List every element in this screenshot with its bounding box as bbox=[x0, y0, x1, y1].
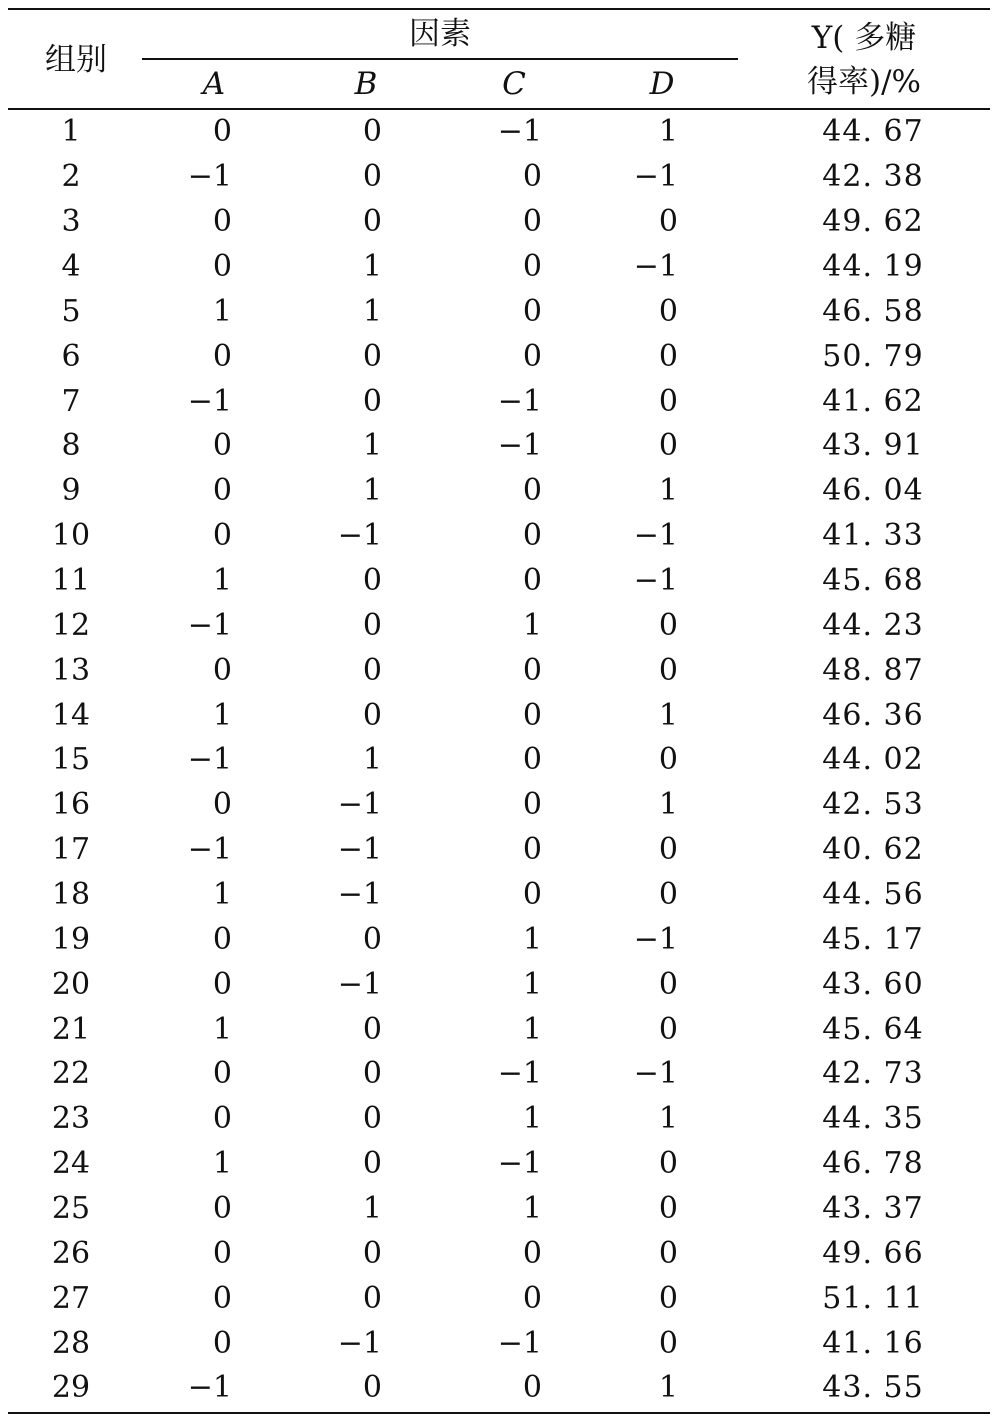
cell-factor-c: 1 bbox=[522, 607, 542, 643]
cell-factor-c: 1 bbox=[522, 966, 542, 1002]
table-row bbox=[8, 514, 990, 559]
cell-factor-c: −1 bbox=[497, 1146, 542, 1182]
cell-group: 22 bbox=[51, 1056, 91, 1092]
cell-factor-c: 0 bbox=[522, 249, 542, 284]
cell-group: 13 bbox=[51, 652, 91, 688]
cell-factor-c: 0 bbox=[522, 1235, 542, 1271]
cell-yield: 46. 36 bbox=[822, 697, 924, 733]
cell-factor-a: 1 bbox=[212, 697, 232, 733]
cell-group: 5 bbox=[61, 293, 81, 329]
header-factors: 因素 bbox=[409, 16, 471, 52]
cell-yield: 43. 37 bbox=[822, 1191, 924, 1227]
header-group: 组别 bbox=[45, 42, 107, 78]
cell-factor-b: 1 bbox=[362, 293, 382, 329]
cell-factor-a: 1 bbox=[212, 293, 232, 329]
cell-factor-a: 0 bbox=[212, 204, 232, 240]
table-body bbox=[8, 110, 990, 1411]
cell-factor-d: 1 bbox=[658, 697, 678, 733]
cell-factor-b: 1 bbox=[362, 249, 382, 284]
cell-yield: 49. 66 bbox=[822, 1235, 924, 1271]
cell-factor-d: 0 bbox=[658, 1191, 678, 1227]
header-factor-a: A bbox=[202, 66, 226, 102]
cell-factor-c: 0 bbox=[522, 742, 542, 778]
cell-group: 16 bbox=[51, 787, 91, 823]
cell-yield: 41. 33 bbox=[822, 518, 924, 554]
cell-factor-b: −1 bbox=[337, 966, 382, 1002]
cell-factor-b: 1 bbox=[362, 428, 382, 464]
cell-factor-a: 0 bbox=[212, 1325, 232, 1361]
cell-factor-b: 1 bbox=[362, 473, 382, 509]
cell-yield: 45. 68 bbox=[822, 563, 924, 599]
cell-factor-d: 1 bbox=[658, 473, 678, 509]
cell-factor-a: 0 bbox=[212, 1280, 232, 1316]
cell-group: 17 bbox=[51, 832, 91, 868]
cell-factor-a: 0 bbox=[212, 428, 232, 464]
cell-factor-b: 1 bbox=[362, 742, 382, 778]
cell-factor-b: −1 bbox=[337, 832, 382, 868]
cell-factor-c: 0 bbox=[522, 518, 542, 554]
cell-factor-b: 0 bbox=[362, 1101, 382, 1137]
cell-yield: 43. 91 bbox=[822, 428, 924, 464]
cell-yield: 44. 23 bbox=[822, 607, 924, 643]
cell-yield: 41. 16 bbox=[822, 1325, 924, 1361]
cell-factor-a: −1 bbox=[187, 383, 232, 419]
cell-factor-d: −1 bbox=[633, 249, 678, 284]
cell-factor-c: 0 bbox=[522, 652, 542, 688]
cell-group: 19 bbox=[51, 921, 91, 957]
cell-group: 9 bbox=[61, 473, 81, 509]
cell-factor-a: 0 bbox=[212, 652, 232, 688]
cell-factor-a: 0 bbox=[212, 1056, 232, 1092]
table-row bbox=[8, 917, 990, 962]
table-row bbox=[8, 1321, 990, 1366]
table-row bbox=[8, 1142, 990, 1187]
cell-yield: 48. 87 bbox=[822, 652, 924, 688]
cell-group: 10 bbox=[51, 518, 91, 554]
cell-factor-b: 0 bbox=[362, 607, 382, 643]
cell-factor-d: 0 bbox=[658, 607, 678, 643]
cell-group: 11 bbox=[51, 563, 91, 599]
cell-factor-b: 0 bbox=[362, 1235, 382, 1271]
cell-group: 24 bbox=[51, 1146, 91, 1182]
cell-group: 20 bbox=[51, 966, 91, 1002]
cell-yield: 49. 62 bbox=[822, 204, 924, 240]
cell-yield: 44. 19 bbox=[822, 249, 924, 284]
cell-factor-d: 0 bbox=[658, 652, 678, 688]
cell-factor-b: −1 bbox=[337, 518, 382, 554]
table-row bbox=[8, 603, 990, 648]
cell-group: 6 bbox=[61, 338, 81, 374]
cell-factor-d: 0 bbox=[658, 1146, 678, 1182]
cell-yield: 42. 38 bbox=[822, 159, 924, 195]
table-row bbox=[8, 334, 990, 379]
cell-factor-d: 0 bbox=[658, 966, 678, 1002]
cell-factor-a: −1 bbox=[187, 159, 232, 195]
cell-group: 2 bbox=[61, 159, 81, 195]
cell-factor-c: −1 bbox=[497, 428, 542, 464]
cell-factor-a: −1 bbox=[187, 607, 232, 643]
cell-factor-c: 0 bbox=[522, 293, 542, 329]
cell-factor-c: 0 bbox=[522, 787, 542, 823]
cell-factor-d: 0 bbox=[658, 1325, 678, 1361]
cell-factor-b: −1 bbox=[337, 787, 382, 823]
table-row bbox=[8, 1187, 990, 1232]
cell-factor-a: 1 bbox=[212, 563, 232, 599]
cell-yield: 41. 62 bbox=[822, 383, 924, 419]
cell-factor-b: −1 bbox=[337, 1325, 382, 1361]
table-row bbox=[8, 379, 990, 424]
cell-factor-d: −1 bbox=[633, 563, 678, 599]
table-row bbox=[8, 1276, 990, 1321]
cell-factor-b: 0 bbox=[362, 697, 382, 733]
cell-yield: 46. 58 bbox=[822, 293, 924, 329]
cell-factor-c: 0 bbox=[522, 877, 542, 913]
cell-factor-c: −1 bbox=[497, 1325, 542, 1361]
cell-factor-d: −1 bbox=[633, 159, 678, 195]
cell-group: 4 bbox=[61, 249, 81, 284]
cell-group: 15 bbox=[51, 742, 91, 778]
cell-factor-d: 1 bbox=[658, 1370, 678, 1406]
cell-factor-c: 1 bbox=[522, 921, 542, 957]
table-row bbox=[8, 200, 990, 245]
table-row bbox=[8, 559, 990, 604]
cell-factor-a: 0 bbox=[212, 518, 232, 554]
table-top-rule bbox=[8, 8, 990, 10]
cell-yield: 40. 62 bbox=[822, 832, 924, 868]
cell-yield: 51. 11 bbox=[822, 1280, 924, 1316]
header-factors-underline bbox=[142, 58, 738, 60]
cell-factor-c: 0 bbox=[522, 563, 542, 599]
cell-group: 7 bbox=[61, 383, 81, 419]
cell-yield: 45. 64 bbox=[822, 1011, 924, 1047]
cell-factor-c: −1 bbox=[497, 1056, 542, 1092]
cell-yield: 50. 79 bbox=[822, 338, 924, 374]
header-y-line2: 得率)/% bbox=[807, 64, 921, 100]
cell-factor-b: 0 bbox=[362, 652, 382, 688]
cell-factor-a: 0 bbox=[212, 249, 232, 284]
cell-factor-c: 0 bbox=[522, 1280, 542, 1316]
cell-factor-a: 0 bbox=[212, 338, 232, 374]
cell-group: 8 bbox=[61, 428, 81, 464]
cell-factor-a: −1 bbox=[187, 1370, 232, 1406]
cell-factor-b: 0 bbox=[362, 1146, 382, 1182]
cell-factor-a: 0 bbox=[212, 966, 232, 1002]
cell-factor-d: 0 bbox=[658, 877, 678, 913]
cell-factor-b: 0 bbox=[362, 563, 382, 599]
cell-factor-c: 0 bbox=[522, 204, 542, 240]
cell-group: 12 bbox=[51, 607, 91, 643]
cell-factor-b: 0 bbox=[362, 1370, 382, 1406]
cell-factor-d: 0 bbox=[658, 742, 678, 778]
cell-factor-a: 1 bbox=[212, 1146, 232, 1182]
header-factor-b: B bbox=[354, 66, 378, 102]
cell-factor-d: 0 bbox=[658, 1235, 678, 1271]
cell-factor-d: 1 bbox=[658, 114, 678, 150]
table-row bbox=[8, 1097, 990, 1142]
cell-group: 1 bbox=[61, 114, 81, 150]
cell-factor-c: −1 bbox=[497, 114, 542, 150]
cell-factor-c: 1 bbox=[522, 1191, 542, 1227]
cell-factor-d: 1 bbox=[658, 787, 678, 823]
cell-factor-a: 0 bbox=[212, 1101, 232, 1137]
cell-factor-d: −1 bbox=[633, 518, 678, 554]
cell-factor-b: 0 bbox=[362, 1056, 382, 1092]
table-row bbox=[8, 110, 990, 155]
cell-yield: 44. 56 bbox=[822, 877, 924, 913]
table-row bbox=[8, 469, 990, 514]
cell-yield: 43. 55 bbox=[822, 1370, 924, 1406]
cell-yield: 42. 73 bbox=[822, 1056, 924, 1092]
cell-factor-c: 1 bbox=[522, 1011, 542, 1047]
cell-factor-b: 0 bbox=[362, 1280, 382, 1316]
cell-group: 23 bbox=[51, 1101, 91, 1137]
cell-factor-c: 0 bbox=[522, 473, 542, 509]
header-factor-c: C bbox=[502, 66, 526, 102]
cell-factor-c: −1 bbox=[497, 383, 542, 419]
cell-yield: 42. 53 bbox=[822, 787, 924, 823]
cell-yield: 45. 17 bbox=[822, 921, 924, 957]
table-row bbox=[8, 1052, 990, 1097]
table-bottom-rule bbox=[8, 1412, 990, 1414]
cell-factor-a: 0 bbox=[212, 787, 232, 823]
cell-factor-b: −1 bbox=[337, 877, 382, 913]
cell-factor-b: 0 bbox=[362, 114, 382, 150]
cell-group: 29 bbox=[51, 1370, 91, 1406]
cell-factor-c: 1 bbox=[522, 1101, 542, 1137]
cell-factor-d: 0 bbox=[658, 383, 678, 419]
table-row bbox=[8, 1231, 990, 1276]
cell-factor-b: 0 bbox=[362, 159, 382, 195]
cell-factor-d: 0 bbox=[658, 338, 678, 374]
cell-group: 14 bbox=[51, 697, 91, 733]
table-row bbox=[8, 693, 990, 738]
table-row bbox=[8, 873, 990, 918]
cell-yield: 46. 04 bbox=[822, 473, 924, 509]
cell-factor-a: 0 bbox=[212, 1235, 232, 1271]
cell-factor-d: −1 bbox=[633, 921, 678, 957]
cell-yield: 44. 02 bbox=[822, 742, 924, 778]
table-row bbox=[8, 1366, 990, 1411]
table-row bbox=[8, 245, 990, 290]
cell-factor-b: 0 bbox=[362, 383, 382, 419]
cell-group: 28 bbox=[51, 1325, 91, 1361]
cell-factor-b: 0 bbox=[362, 204, 382, 240]
cell-yield: 46. 78 bbox=[822, 1146, 924, 1182]
table-row bbox=[8, 424, 990, 469]
table-row bbox=[8, 738, 990, 783]
table-row bbox=[8, 828, 990, 873]
cell-factor-c: 0 bbox=[522, 159, 542, 195]
cell-factor-d: 1 bbox=[658, 1101, 678, 1137]
cell-factor-a: 1 bbox=[212, 1011, 232, 1047]
cell-group: 25 bbox=[51, 1191, 91, 1227]
cell-group: 27 bbox=[51, 1280, 91, 1316]
table-row bbox=[8, 648, 990, 693]
cell-factor-a: 1 bbox=[212, 877, 232, 913]
cell-factor-c: 0 bbox=[522, 697, 542, 733]
cell-group: 18 bbox=[51, 877, 91, 913]
header-factor-d: D bbox=[649, 66, 675, 102]
cell-factor-a: 0 bbox=[212, 114, 232, 150]
cell-factor-d: −1 bbox=[633, 1056, 678, 1092]
cell-factor-a: 0 bbox=[212, 473, 232, 509]
cell-factor-b: 0 bbox=[362, 1011, 382, 1047]
cell-yield: 44. 67 bbox=[822, 114, 924, 150]
table-row bbox=[8, 155, 990, 200]
cell-factor-c: 0 bbox=[522, 1370, 542, 1406]
cell-factor-d: 0 bbox=[658, 428, 678, 464]
cell-group: 3 bbox=[61, 204, 81, 240]
table-row bbox=[8, 783, 990, 828]
cell-factor-a: 0 bbox=[212, 921, 232, 957]
cell-factor-c: 0 bbox=[522, 338, 542, 374]
cell-factor-b: 0 bbox=[362, 338, 382, 374]
cell-factor-d: 0 bbox=[658, 204, 678, 240]
cell-factor-d: 0 bbox=[658, 832, 678, 868]
cell-factor-d: 0 bbox=[658, 1011, 678, 1047]
cell-factor-a: −1 bbox=[187, 742, 232, 778]
cell-factor-a: −1 bbox=[187, 832, 232, 868]
table-row bbox=[8, 1007, 990, 1052]
cell-yield: 44. 35 bbox=[822, 1101, 924, 1137]
table-row bbox=[8, 962, 990, 1007]
cell-factor-a: 0 bbox=[212, 1191, 232, 1227]
cell-factor-d: 0 bbox=[658, 293, 678, 329]
cell-factor-b: 1 bbox=[362, 1191, 382, 1227]
cell-group: 26 bbox=[51, 1235, 91, 1271]
cell-factor-d: 0 bbox=[658, 1280, 678, 1316]
cell-yield: 43. 60 bbox=[822, 966, 924, 1002]
cell-factor-c: 0 bbox=[522, 832, 542, 868]
header-y-line1: Y( 多糖 bbox=[811, 20, 917, 56]
table-row bbox=[8, 289, 990, 334]
cell-group: 21 bbox=[51, 1011, 91, 1047]
cell-factor-b: 0 bbox=[362, 921, 382, 957]
